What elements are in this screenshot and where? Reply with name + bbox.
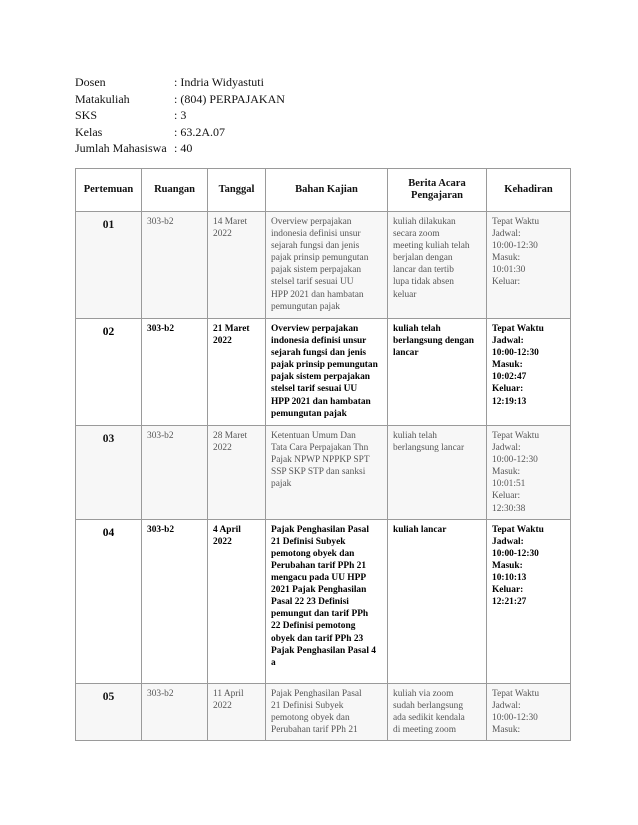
report-line: secara zoom xyxy=(393,229,440,240)
cell-berita-acara xyxy=(388,683,487,740)
attendance-line: Jadwal: xyxy=(492,536,524,547)
report-line: kuliah telah xyxy=(393,324,441,334)
info-value: : 63.2A.07 xyxy=(174,124,225,139)
cell-tanggal xyxy=(208,212,266,319)
attendance-line: Keluar: xyxy=(492,491,521,502)
info-value: : Indria Widyastuti xyxy=(174,75,264,89)
topic-line: pemungutan pajak xyxy=(271,301,340,312)
info-row xyxy=(75,74,285,91)
cell-pertemuan: 02 xyxy=(76,319,142,426)
topic-line: a xyxy=(271,657,276,668)
report-line: kuliah via zoom xyxy=(393,688,454,699)
cell-pertemuan: 04 xyxy=(76,519,142,683)
report-line: berlangsung dengan xyxy=(393,336,475,347)
col-header-pertemuan: Pertemuan xyxy=(76,169,142,212)
topic-line: Pajak Penghasilan Pasal 4 xyxy=(271,645,376,656)
topic-line: pajak sistem perpajakan xyxy=(271,372,370,383)
report-line: lancar xyxy=(393,348,419,359)
cell-tanggal xyxy=(208,683,266,740)
cell-berita-acara xyxy=(388,519,487,683)
cell-pertemuan: 01 xyxy=(76,212,142,319)
topic-line: Pajak Penghasilan Pasal xyxy=(271,688,362,699)
date-line: 4 April xyxy=(213,524,241,535)
date-line: 28 Maret xyxy=(213,431,248,441)
report-line: ada sedikit kendala xyxy=(393,712,465,723)
topic-line: pemotong obyek dan xyxy=(271,712,350,723)
table-row xyxy=(76,683,571,740)
date-line: 14 Maret xyxy=(213,217,248,227)
attendance-line: Tepat Waktu xyxy=(492,217,540,227)
cell-tanggal xyxy=(208,519,266,683)
topic-line: Perubahan tarif PPh 21 xyxy=(271,560,367,571)
cell-kehadiran xyxy=(487,212,571,319)
table-row xyxy=(76,519,571,683)
info-row xyxy=(75,107,285,124)
topic-line: pajak xyxy=(271,479,292,490)
info-label: Matakuliah xyxy=(75,91,130,106)
attendance-line: 10:02:47 xyxy=(492,372,527,383)
report-line: kuliah lancar xyxy=(393,524,447,535)
cell-bahan-kajian xyxy=(266,426,388,520)
topic-line: pajak prinsip pemungutan xyxy=(271,253,369,264)
topic-line: Overview perpajakan xyxy=(271,217,352,227)
topic-line: indonesia definisi unsur xyxy=(271,229,361,240)
table-body xyxy=(76,212,571,741)
attendance-line: 12:21:27 xyxy=(492,597,527,608)
attendance-line: Jadwal: xyxy=(492,443,521,454)
topic-line: Ketentuan Umum Dan xyxy=(271,431,356,441)
topic-line: 2021 Pajak Penghasilan xyxy=(271,585,367,596)
cell-bahan-kajian xyxy=(266,683,388,740)
date-line: 2022 xyxy=(213,536,232,547)
report-line: sudah berlangsung xyxy=(393,700,464,711)
topic-line: Pajak NPWP NPPKP SPT xyxy=(271,455,370,466)
info-row xyxy=(75,124,285,141)
table-row xyxy=(76,319,571,426)
report-line: berjalan dengan xyxy=(393,253,453,264)
attendance-line: 10:00-12:30 xyxy=(492,548,539,559)
topic-line: obyek dan tarif PPh 23 xyxy=(271,633,364,644)
topic-line: 21 Definisi Subyek xyxy=(271,536,346,547)
attendance-line: Masuk: xyxy=(492,253,521,264)
date-line: 21 Maret xyxy=(213,324,250,334)
date-line: 2022 xyxy=(213,336,232,347)
info-label: Jumlah Mahasiswa xyxy=(75,141,167,155)
date-line: 2022 xyxy=(213,229,232,240)
report-line: kuliah telah xyxy=(393,431,437,441)
topic-line: pajak sistem perpajakan xyxy=(271,265,362,276)
table-row xyxy=(76,212,571,319)
attendance-line: 10:01:30 xyxy=(492,265,526,276)
report-line: keluar xyxy=(393,289,417,300)
topic-line: sejarah fungsi dan jenis xyxy=(271,348,367,359)
attendance-line: 10:10:13 xyxy=(492,573,527,584)
date-line: 2022 xyxy=(213,443,232,454)
topic-line: SSP SKP STP dan sanksi xyxy=(271,467,366,478)
attendance-line: 12:19:13 xyxy=(492,396,527,407)
topic-line: 22 Definisi pemotong xyxy=(271,621,356,632)
info-row xyxy=(75,91,285,108)
cell-tanggal xyxy=(208,319,266,426)
attendance-line: 10:01:51 xyxy=(492,479,526,490)
topic-line: Perubahan tarif PPh 21 xyxy=(271,724,358,735)
info-value: : (804) PERPAJAKAN xyxy=(174,91,285,106)
attendance-line: 10:00-12:30 xyxy=(492,348,539,359)
attendance-table xyxy=(75,168,571,741)
topic-line: stelsel tarif sesuai UU xyxy=(271,277,354,288)
attendance-line: Masuk: xyxy=(492,467,521,478)
cell-kehadiran xyxy=(487,683,571,740)
report-line: meeting kuliah telah xyxy=(393,241,470,252)
cell-bahan-kajian xyxy=(266,212,388,319)
topic-line: indonesia definisi unsur xyxy=(271,336,367,347)
info-label: Dosen xyxy=(75,75,106,89)
info-value: : 3 xyxy=(174,108,187,122)
attendance-line: 10:00-12:30 xyxy=(492,241,538,252)
attendance-line: Tepat Waktu xyxy=(492,688,540,699)
col-header-berita-acara: Berita Acara Pengajaran xyxy=(388,169,487,212)
topic-line: 21 Definisi Subyek xyxy=(271,700,344,711)
topic-line: stelsel tarif sesuai UU xyxy=(271,384,358,395)
info-label: SKS xyxy=(75,108,98,122)
attendance-line: Keluar: xyxy=(492,384,524,395)
topic-line: pemungut dan tarif PPh xyxy=(271,609,369,620)
attendance-line: Jadwal: xyxy=(492,700,521,711)
topic-line: Overview perpajakan xyxy=(271,324,359,334)
cell-ruangan: 303-b2 xyxy=(142,683,208,740)
col-header-tanggal: Tanggal xyxy=(208,169,266,212)
cell-berita-acara xyxy=(388,426,487,520)
topic-line: mengacu pada UU HPP xyxy=(271,573,367,584)
cell-berita-acara xyxy=(388,212,487,319)
report-line: lancar dan tertib xyxy=(393,265,454,276)
info-row xyxy=(75,140,285,157)
col-header-bahan-kajian: Bahan Kajian xyxy=(266,169,388,212)
table-header-row xyxy=(76,169,571,212)
cell-bahan-kajian xyxy=(266,519,388,683)
table-row xyxy=(76,426,571,520)
course-info xyxy=(75,74,285,157)
attendance-line: 10:00-12:30 xyxy=(492,455,538,466)
cell-ruangan: 303-b2 xyxy=(142,426,208,520)
cell-kehadiran xyxy=(487,519,571,683)
topic-line: HPP 2021 dan hambatan xyxy=(271,289,364,300)
cell-ruangan: 303-b2 xyxy=(142,212,208,319)
cell-bahan-kajian xyxy=(266,319,388,426)
attendance-line: Masuk: xyxy=(492,560,523,571)
topic-line: pemungutan pajak xyxy=(271,408,347,419)
attendance-table-wrapper xyxy=(75,168,570,741)
cell-pertemuan: 05 xyxy=(76,683,142,740)
topic-line: HPP 2021 dan hambatan xyxy=(271,396,371,407)
col-header-kehadiran: Kehadiran xyxy=(487,169,571,212)
topic-line: Pajak Penghasilan Pasal xyxy=(271,524,369,535)
attendance-line: Jadwal: xyxy=(492,336,524,347)
attendance-line: Keluar: xyxy=(492,585,524,596)
report-line: berlangsung lancar xyxy=(393,443,465,454)
attendance-line: Masuk: xyxy=(492,724,521,735)
cell-kehadiran xyxy=(487,426,571,520)
attendance-line: Tepat Waktu xyxy=(492,431,540,441)
attendance-line: Keluar: xyxy=(492,277,521,288)
attendance-line: 10:00-12:30 xyxy=(492,712,538,723)
cell-kehadiran xyxy=(487,319,571,426)
cell-tanggal xyxy=(208,426,266,520)
cell-pertemuan: 03 xyxy=(76,426,142,520)
attendance-line: Tepat Waktu xyxy=(492,524,544,535)
cell-berita-acara xyxy=(388,319,487,426)
col-header-ruangan: Ruangan xyxy=(142,169,208,212)
topic-line: Pasal 22 23 Definisi xyxy=(271,597,349,608)
cell-ruangan: 303-b2 xyxy=(142,319,208,426)
report-line: kuliah dilakukan xyxy=(393,217,456,227)
topic-line: Tata Cara Perpajakan Thn xyxy=(271,443,369,454)
topic-line: pemotong obyek dan xyxy=(271,548,355,559)
cell-ruangan: 303-b2 xyxy=(142,519,208,683)
report-line: lupa tidak absen xyxy=(393,277,454,288)
attendance-line: Masuk: xyxy=(492,360,523,371)
topic-line: sejarah fungsi dan jenis xyxy=(271,241,360,252)
attendance-line: 12:30:38 xyxy=(492,503,526,514)
info-value: : 40 xyxy=(174,141,193,155)
attendance-line: Jadwal: xyxy=(492,229,521,240)
date-line: 11 April xyxy=(213,688,244,699)
attendance-line: Tepat Waktu xyxy=(492,324,544,334)
topic-line: pajak prinsip pemungutan xyxy=(271,360,378,371)
report-line: di meeting zoom xyxy=(393,724,457,735)
info-label: Kelas xyxy=(75,124,103,139)
date-line: 2022 xyxy=(213,700,232,711)
